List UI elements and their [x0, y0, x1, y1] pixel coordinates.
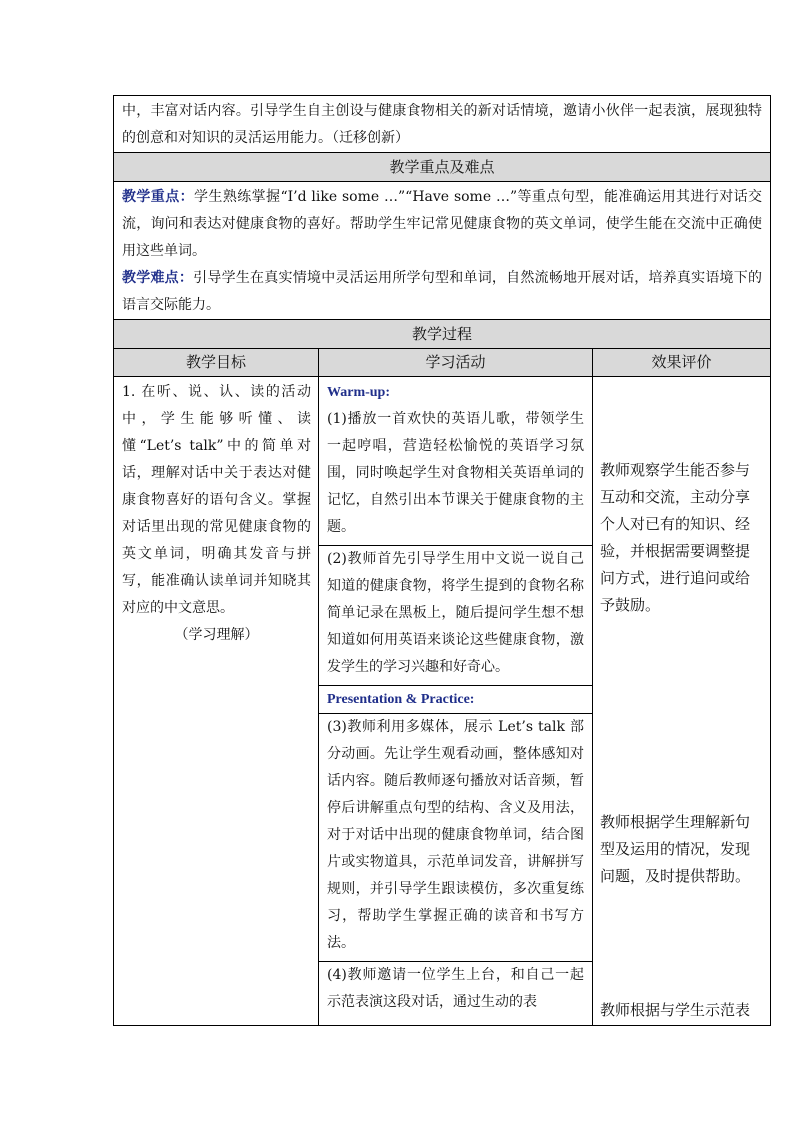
process-section-title: 教学过程: [114, 320, 771, 349]
activity-1-text: (1)播放一首欢快的英语儿歌，带领学生一起哼唱，营造轻松愉悦的英语学习氛围，同时唤起学生对食物相关英语单词的记忆，自然引出本节课关于健康食物的主题。: [327, 411, 584, 535]
warmup-label: Warm-up:: [327, 385, 390, 400]
key-point-text: 学生熟练掌握“I’d like some …”“Have some …”等重点句型，能准确运用其进行对话交流，询问和表达对健康食物的喜好。帮助学生牢记常见健康食物的英文单词，使学生能在交流中正确使用这些单词。: [122, 189, 763, 259]
focus-content-cell: [114, 182, 771, 320]
lesson-plan-page: [113, 95, 770, 1026]
column-header-goals: 教学目标: [114, 349, 319, 377]
process-content-row: [114, 377, 771, 1026]
column-header-activities: 学习活动: [319, 349, 593, 377]
activity-cell: [319, 377, 593, 1026]
evaluation-3-text: 教师根据与学生示范表: [600, 1001, 751, 1019]
evaluation-cell: [593, 377, 771, 1026]
goal-cell: [114, 377, 319, 1026]
focus-section-title: 教学重点及难点: [114, 153, 771, 182]
intro-row: [114, 96, 771, 153]
difficulty-paragraph: [122, 265, 762, 319]
column-header-evaluation: 效果评价: [593, 349, 771, 377]
difficulty-text: 引导学生在真实情境中灵活运用所学句型和单词，自然流畅地开展对话，培养真实语境下的语言交际能力。: [122, 270, 763, 313]
goal-text: 1. 在听、说、认、读的活动中，学生能够听懂、读懂“Let’s talk”中的简单对话，理解对话中关于表达对健康食物喜好的语句含义。掌握对话里出现的常见健康食物的英文单词，明确其发音与拼写，能准确认读单词并知晓其对应的中文意思。: [122, 384, 311, 616]
activity-3-text: (3)教师利用多媒体，展示 Let’s talk 部分动画。先让学生观看动画，整体感知对话内容。随后教师逐句播放对话音频，暂停后讲解重点句型的结构、含义及用法，对于对话中出现的健康食物单词，结合图片或实物道具，示范单词发音，讲解拼写规则，并引导学生跟读模仿，多次重复练习，帮助学生掌握正确的读音和书写方法。: [327, 719, 584, 951]
evaluation-2-text: 教师根据学生理解新句型及运用的情况，发现问题，及时提供帮助。: [600, 813, 751, 885]
difficulty-label: 教学难点：: [122, 270, 194, 286]
focus-header-row: [114, 153, 771, 182]
column-header-row: [114, 349, 771, 377]
evaluation-1-text: 教师观察学生能否参与互动和交流，主动分享个人对已有的知识、经验，并根据需要调整提问方式，进行追问或给予鼓励。: [600, 461, 751, 614]
process-header-row: [114, 320, 771, 349]
presentation-label: Presentation & Practice:: [327, 692, 475, 707]
intro-continuation-cell: [114, 96, 771, 153]
intro-continuation-text: 中，丰富对话内容。引导学生自主创设与健康食物相关的新对话情境，邀请小伙伴一起表演，展现独特的创意和对知识的灵活运用能力。（迁移创新）: [122, 103, 763, 146]
key-point-paragraph: [122, 184, 762, 265]
lesson-plan-table: [113, 95, 771, 1026]
activity-2-text: (2)教师首先引导学生用中文说一说自己知道的健康食物，将学生提到的食物名称简单记录在黑板上，随后提问学生想不想知道如何用英语来谈论这些健康食物，激发学生的学习兴趣和好奇心。: [327, 551, 584, 675]
goal-tag: （学习理解）: [174, 627, 259, 643]
activity-4-text: (4)教师邀请一位学生上台，和自己一起示范表演这段对话，通过生动的表: [327, 967, 584, 1010]
key-point-label: 教学重点：: [122, 189, 195, 205]
focus-content-row: [114, 182, 771, 320]
